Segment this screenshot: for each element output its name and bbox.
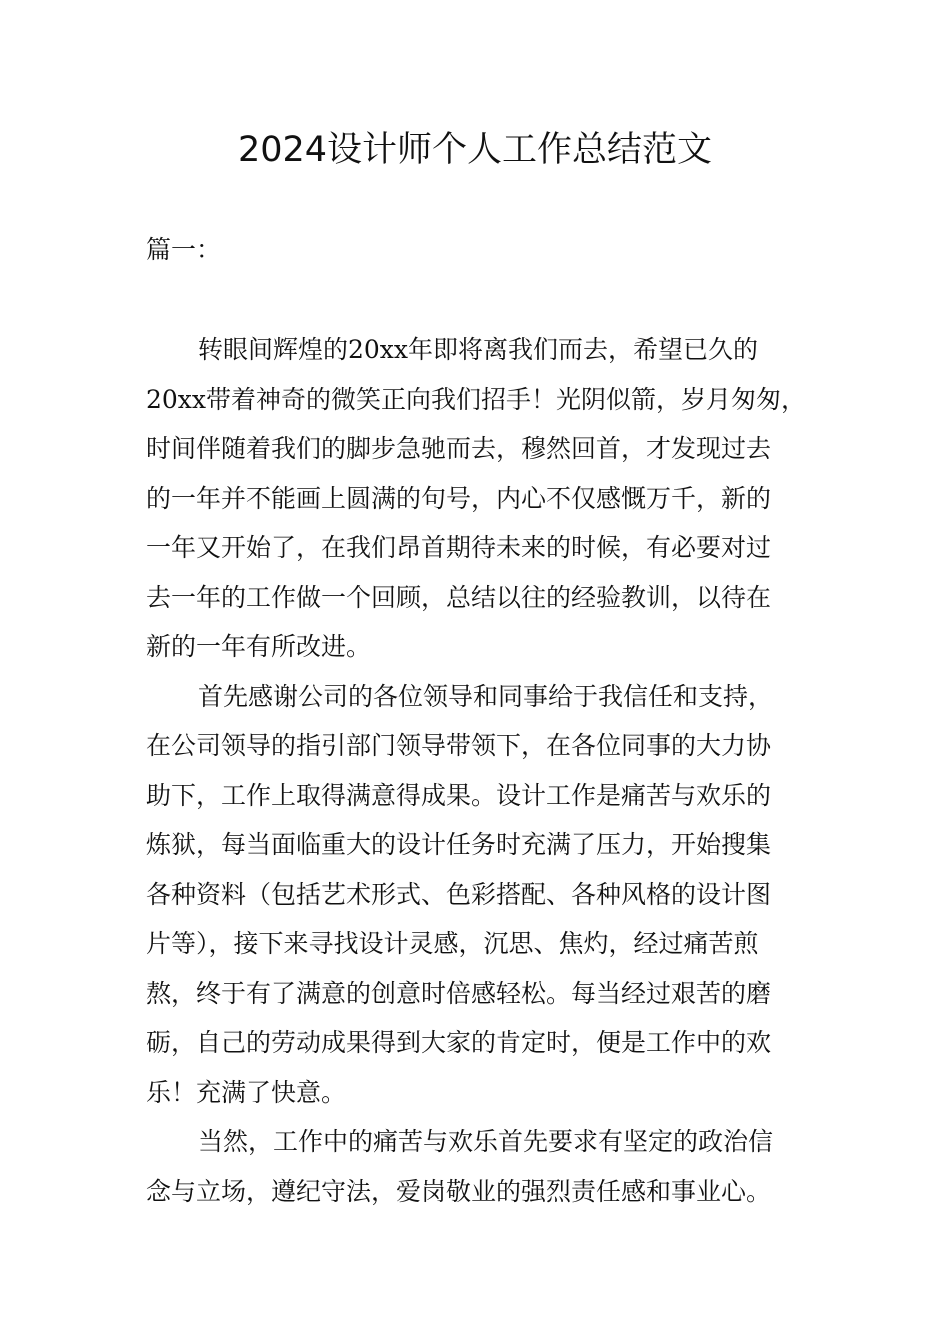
paragraph-1-line-1: 转眼间辉煌的20xx年即将离我们而去，希望已久的	[198, 335, 759, 364]
section-label: 篇一：	[146, 235, 222, 264]
paragraph-3-line-1: 当然，工作中的痛苦与欢乐首先要求有坚定的政治信	[198, 1127, 774, 1156]
paragraph-2-line-5: 各种资料（包括艺术形式、色彩搭配、各种风格的设计图	[146, 879, 772, 909]
paragraph-2-line-8: 砺，自己的劳动成果得到大家的肯定时，便是工作中的欢	[146, 1028, 772, 1057]
paragraph-1-line-4: 的一年并不能画上圆满的句号，内心不仅感慨万千，新的	[146, 483, 772, 513]
paragraph-2-line-9: 乐！充满了快意。	[146, 1077, 347, 1107]
paragraph-2-line-6: 片等），接下来寻找设计灵感，沉思、焦灼，经过痛苦煎	[146, 929, 759, 958]
paragraph-2-line-7: 熬，终于有了满意的创意时倍感轻松。每当经过艰苦的磨	[146, 978, 772, 1008]
paragraph-1-line-7: 新的一年有所改进。	[146, 632, 372, 661]
paragraph-1-line-6: 去一年的工作做一个回顾，总结以往的经验教训，以待在	[146, 582, 772, 612]
paragraph-1-line-2: 20xx带着神奇的微笑正向我们招手！光阴似箭，岁月匆匆，	[146, 384, 807, 414]
paragraph-1-line-3: 时间伴随着我们的脚步急驰而去，穆然回首，才发现过去	[146, 434, 772, 463]
paragraph-1-line-5: 一年又开始了，在我们昂首期待未来的时候，有必要对过	[146, 533, 772, 562]
document-title: 2024设计师个人工作总结范文	[237, 130, 713, 170]
paragraph-2-line-2: 在公司领导的指引部门领导带领下，在各位同事的大力协	[146, 731, 772, 760]
paragraph-3-line-2: 念与立场，遵纪守法，爱岗敬业的强烈责任感和事业心。	[146, 1176, 772, 1206]
paragraph-2-line-4: 炼狱，每当面临重大的设计任务时充满了压力，开始搜集	[146, 830, 772, 859]
body-text	[146, 325, 816, 1216]
paragraph-2-line-3: 助下，工作上取得满意得成果。设计工作是痛苦与欢乐的	[146, 780, 772, 810]
paragraph-2-line-1: 首先感谢公司的各位领导和同事给于我信任和支持，	[198, 681, 774, 711]
